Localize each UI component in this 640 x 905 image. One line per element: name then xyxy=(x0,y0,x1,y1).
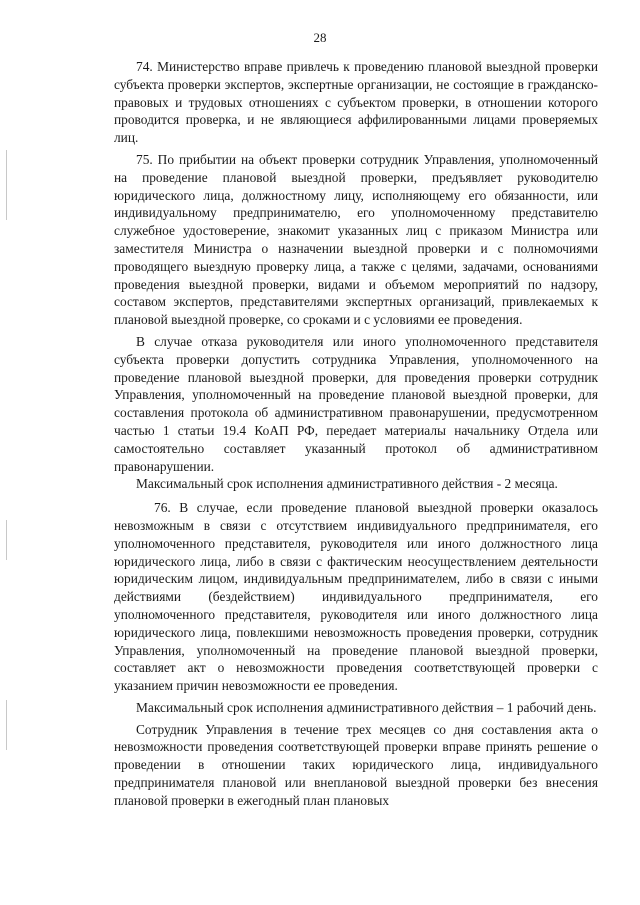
paragraph-75-refusal: В случае отказа руководителя или иного уполномоченного представителя субъекта проверки допустить сотрудника Управления, уполномоченного на проведение плановой выездной проверки, для проведения проверки сотрудник Управления, уполномоченный на проведение плановой выездной проверки, для составления протокола об административном правонарушении, предусмотренном частью 1 статьи 19.4 КоАП РФ, передает материалы начальнику Отдела или самостоятельно составляет указанный протокол об административном правонарушении. xyxy=(114,333,598,474)
margin-mark xyxy=(6,520,7,560)
margin-mark xyxy=(6,700,7,750)
paragraph-74: 74. Министерство вправе привлечь к проведению плановой выездной проверки субъекта проверки экспертов, экспертные организации, не состоящие в гражданско-правовых и трудовых отношениях с субъектом проверки, в отношении которого проводится проверка, и не являющиеся аффилированными лицами проверяемых лиц. xyxy=(114,59,598,146)
margin-mark xyxy=(6,150,7,220)
paragraph-76-deadline: Максимальный срок исполнения административного действия – 1 рабочий день. xyxy=(136,699,597,715)
paragraph-75: 75. По прибытии на объект проверки сотрудник Управления, уполномоченный на проведение плановой выездной проверки, предъявляет руководителю юридического лица, должностному лицу, исполняющему его обязанности, или индивидуальному предпринимателю, его уполномоченному представителю служебное удостоверение, знакомит указанных лиц с приказом Министра или заместителя Министра о назначении выездной проверки и с полномочиями проводящего выездную проверку лица, а также с целями, задачами, основаниями проведения выездной проверки, видами и объемом мероприятий по надзору, составом экспертов, представителями экспертных организаций, привлекаемых к плановой выездной проверке, со сроками и с условиями ее проведения. xyxy=(114,151,598,328)
paragraph-76-decision: Сотрудник Управления в течение трех месяцев со дня составления акта о невозможности проведения соответствующей проверки вправе принять решение о проведении в отношении таких юридического лица, индивидуального предпринимателя плановой или внеплановой выездной проверки без внесения плановой проверки в ежегодный план плановых xyxy=(114,721,598,808)
page-number: 28 xyxy=(313,30,327,45)
document-body xyxy=(114,58,598,810)
paragraph-76: 76. В случае, если проведение плановой выездной проверки оказалось невозможным в связи с отсутствием индивидуального предпринимателя, его уполномоченного представителя, руководителя или иного должностного лица юридического лица, либо в связи с фактическим неосуществлением деятельности юридическим лицом, индивидуальным предпринимателем, либо в связи с иными действиями (бездействием) индивидуального предпринимателя, его уполномоченного представителя, руководителя или иного должностного лица юридического лица, повлекшими невозможность проведения проверки, сотрудник Управления, уполномоченный на проведение плановой выездной проверки, составляет акт о невозможности проведения соответствующей проверки с указанием причин невозможности ее проведения. xyxy=(114,500,598,694)
paragraph-75-deadline: Максимальный срок исполнения административного действия - 2 месяца. xyxy=(136,476,558,492)
